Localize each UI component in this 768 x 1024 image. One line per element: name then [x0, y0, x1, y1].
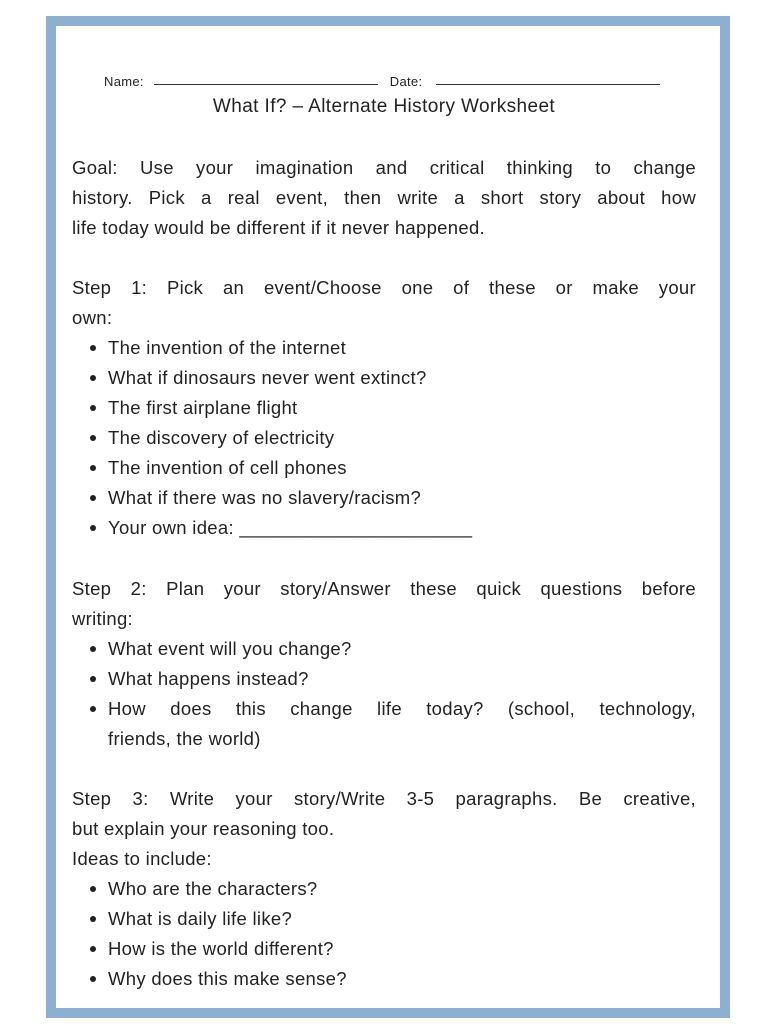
list-item — [72, 393, 696, 423]
date-label: Date: — [389, 74, 423, 89]
worksheet-title: What If? – Alternate History Worksheet — [212, 96, 556, 117]
list-item-own-idea[interactable] — [72, 513, 696, 543]
bullet-icon — [90, 916, 96, 922]
bullet-icon — [90, 525, 96, 531]
goal-line-1: Goal: Use your imagination and critical thinking to change — [72, 157, 696, 178]
list-item-text: What if dinosaurs never went extinct? — [108, 367, 427, 388]
bullet-icon — [90, 706, 96, 712]
step3-heading — [72, 784, 696, 874]
step3-line-3: Ideas to include: — [72, 848, 212, 869]
step2-line-1: Step 2: Plan your story/Answer these quick questions before — [72, 578, 696, 599]
own-idea-text[interactable]: Your own idea: ______________________ — [108, 517, 473, 538]
list-item — [72, 874, 696, 904]
list-item-text: The invention of the internet — [108, 337, 347, 358]
step2-question-list — [72, 634, 696, 754]
list-item-text: What is daily life like? — [108, 908, 293, 929]
step1-line-2: own: — [72, 307, 113, 328]
date-blank-line[interactable] — [436, 84, 660, 85]
bullet-icon — [90, 495, 96, 501]
list-item-text: What happens instead? — [108, 668, 309, 689]
step2-line-2: writing: — [72, 608, 133, 629]
list-item-text: The invention of cell phones — [108, 457, 347, 478]
step1-line-1: Step 1: Pick an event/Choose one of these or make your — [72, 277, 696, 298]
list-item — [72, 483, 696, 513]
bullet-icon — [90, 375, 96, 381]
list-item-text-line-2: friends, the world) — [108, 728, 261, 749]
name-blank-line[interactable] — [154, 84, 378, 85]
step3-ideas-list — [72, 874, 696, 994]
list-item — [72, 964, 696, 994]
list-item-text: What event will you change? — [108, 638, 352, 659]
goal-paragraph — [72, 153, 696, 243]
step1-heading — [72, 273, 696, 333]
list-item — [72, 694, 696, 754]
list-item-text: Who are the characters? — [108, 878, 318, 899]
bullet-icon — [90, 676, 96, 682]
goal-line-3: life today would be different if it never happened. — [72, 217, 485, 238]
worksheet-page — [46, 16, 730, 1018]
list-item — [72, 934, 696, 964]
list-item — [72, 904, 696, 934]
bullet-icon — [90, 435, 96, 441]
step3-line-2: but explain your reasoning too. — [72, 818, 335, 839]
bullet-icon — [90, 886, 96, 892]
list-item-text: How is the world different? — [108, 938, 334, 959]
bullet-icon — [90, 646, 96, 652]
list-item-text: The first airplane flight — [108, 397, 298, 418]
bullet-icon — [90, 976, 96, 982]
list-item-text: The discovery of electricity — [108, 427, 335, 448]
name-label: Name: — [104, 74, 144, 89]
name-date-row — [104, 73, 664, 89]
list-item — [72, 423, 696, 453]
list-item — [72, 453, 696, 483]
step1-event-list — [72, 333, 696, 543]
list-item — [72, 634, 696, 664]
list-item-text: Why does this make sense? — [108, 968, 347, 989]
bullet-icon — [90, 345, 96, 351]
step3-line-1: Step 3: Write your story/Write 3-5 paragraphs. Be creative, — [72, 788, 696, 809]
bullet-icon — [90, 405, 96, 411]
step2-heading — [72, 574, 696, 634]
bullet-icon — [90, 465, 96, 471]
list-item-text-line-1: How does this change life today? (school, technology, — [108, 698, 696, 719]
bullet-icon — [90, 946, 96, 952]
list-item — [72, 363, 696, 393]
list-item-text: What if there was no slavery/racism? — [108, 487, 422, 508]
list-item — [72, 664, 696, 694]
list-item — [72, 333, 696, 363]
goal-line-2: history. Pick a real event, then write a short story about how — [72, 187, 696, 208]
